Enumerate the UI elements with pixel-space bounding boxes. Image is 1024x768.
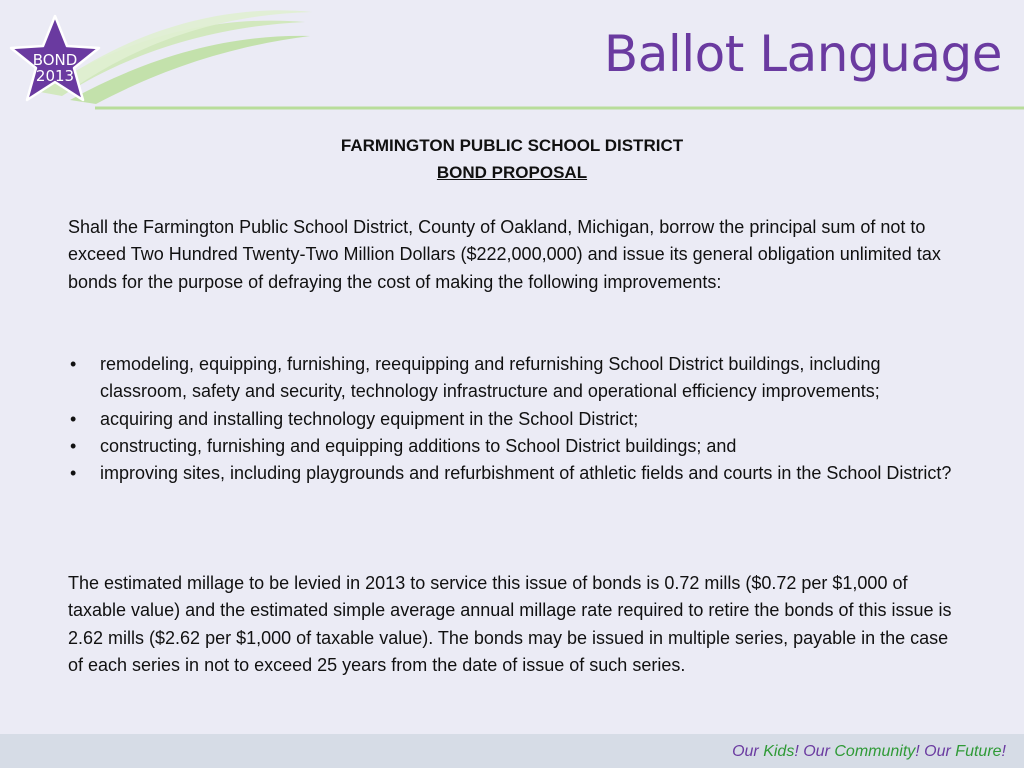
document-heading: FARMINGTON PUBLIC SCHOOL DISTRICT — [340, 136, 684, 155]
list-item — [68, 460, 963, 487]
intro-paragraph: Shall the Farmington Public School District, County of Oakland, Michigan, borrow the principal sum of not to exceed Two Hundred Twenty-Two Million Dollars ($222,000,000) and issue its general obligation unlimited tax bonds for the purpose of defraying the cost of making the following improvements: — [68, 217, 941, 292]
bullet-icon: • — [70, 408, 77, 429]
footer-bar — [0, 734, 1024, 768]
list-item — [68, 351, 963, 406]
tagline-kids: Kids — [763, 743, 795, 760]
list-item-text: remodeling, equipping, furnishing, reequipping and refurnishing School District buildings, including classroom, safety and security, technology infrastructure and operational efficiency improvements; — [100, 354, 881, 402]
logo-line-2: 2013 — [35, 67, 75, 85]
page-title: Ballot Language — [603, 25, 1002, 83]
list-item — [68, 406, 963, 433]
tagline-our: Our — [924, 743, 951, 760]
tagline-future: Future — [955, 743, 1002, 760]
tagline-our: Our — [803, 743, 830, 760]
tagline-exclaim: ! — [915, 743, 920, 760]
subheading-text: BOND PROPOSAL — [436, 163, 588, 182]
bullet-icon: • — [70, 354, 77, 374]
bullet-icon: • — [70, 463, 77, 484]
list-item-text: acquiring and installing technology equipment in the School District; — [100, 408, 639, 429]
logo-line-1: BOND — [32, 51, 78, 69]
tagline-exclaim: ! — [1001, 743, 1006, 760]
tagline-exclaim: ! — [794, 743, 799, 760]
closing-paragraph: The estimated millage to be levied in 2013 to service this issue of bonds is 0.72 mills ($0.72 per $1,000 of taxable value) and the estimated simple average annual millage rate required to retire the bonds of this issue is 2.62 mills ($2.62 per $1,000 of taxable value). The bonds may be issued in multiple series, payable in the case of each series in not to exceed 25 years from the date of issue of such series. — [68, 573, 952, 675]
list-item — [68, 433, 963, 460]
tagline — [732, 741, 1006, 763]
tagline-our: Our — [732, 743, 759, 760]
tagline-community: Community — [834, 743, 916, 760]
bullet-icon: • — [70, 435, 77, 456]
list-item-text: constructing, furnishing and equipping additions to School District buildings; and — [100, 435, 737, 456]
document-subheading — [0, 160, 1024, 186]
improvements-list — [68, 351, 963, 487]
list-item-text: improving sites, including playgrounds and refurbishment of athletic fields and courts in the School District? — [100, 463, 952, 484]
